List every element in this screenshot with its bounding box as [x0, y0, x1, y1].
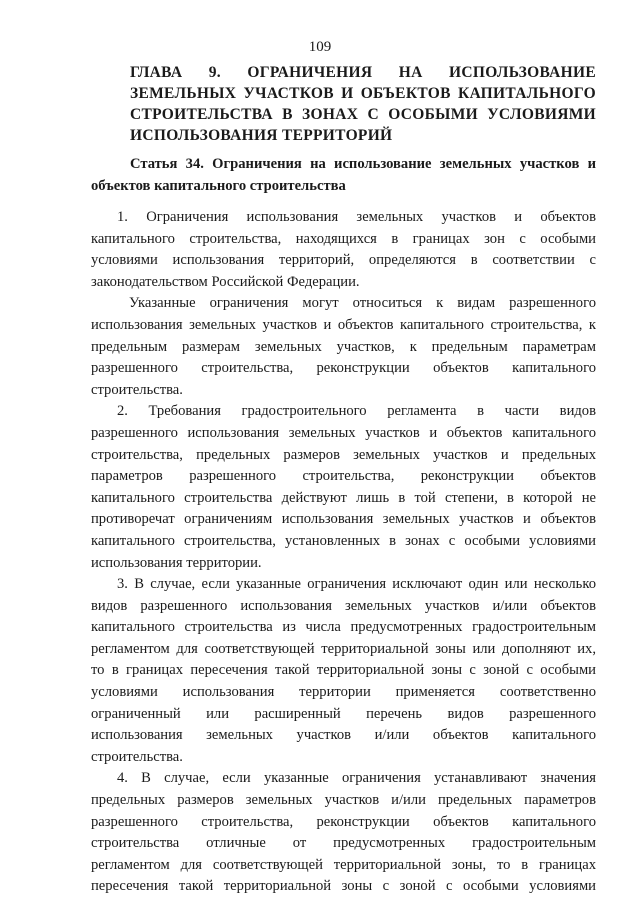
article-heading-line: Статья 34. Ограничения на использование земельных участков и	[130, 156, 596, 172]
paragraph-4-line: строительства отличные от предусмотренных градостроительным	[91, 835, 596, 852]
article-heading-line: объектов капитального строительства	[91, 177, 346, 194]
paragraph-3-line: строительства.	[91, 748, 183, 765]
article-heading	[91, 154, 596, 197]
paragraph-3-line: видов разрешенного использования земельных участков и/или объектов	[91, 597, 596, 614]
paragraph-2-line: капитального строительства действуют лишь в той степени, в которой не	[91, 489, 596, 506]
chapter-heading-line: ЗЕМЕЛЬНЫХ УЧАСТКОВ И ОБЪЕКТОВ КАПИТАЛЬНОГО	[130, 85, 596, 102]
chapter-heading-line: СТРОИТЕЛЬСТВА В ЗОНАХ С ОСОБЫМИ УСЛОВИЯМИ	[130, 106, 596, 123]
article-body	[91, 207, 596, 898]
paragraph-4-line: пересечения такой территориальной зоны с зоной с особыми условиями	[91, 878, 596, 895]
paragraph-2-line: 2. Требования градостроительного регламента в части видов	[117, 403, 596, 420]
paragraph-3-line: регламентом для соответствующей территориальной зоны или дополняют их,	[91, 640, 596, 657]
paragraph-2-line: противоречат ограничениям использования земельных участков и объектов	[91, 511, 596, 528]
paragraph-2-line: строительства, предельных размеров земельных участков и предельных	[91, 446, 596, 463]
paragraph-1-line: условиями использования территорий, определяются в соответствии с	[91, 252, 596, 269]
paragraph-4-line: регламентом для соответствующей территориальной зоны, то в границах	[91, 856, 596, 873]
paragraph-1b-line: использования земельных участков и объектов капитального строительства, к	[91, 316, 596, 333]
paragraph-2-line: параметров разрешенного строительства, реконструкции объектов	[91, 468, 596, 485]
paragraph-3-line: ограниченный или расширенный перечень видов разрешенного	[91, 705, 596, 722]
chapter-heading-line: ГЛАВА 9. ОГРАНИЧЕНИЯ НА ИСПОЛЬЗОВАНИЕ	[130, 64, 596, 81]
paragraph-1b-line: Указанные ограничения могут относиться к видам разрешенного	[129, 295, 596, 312]
paragraph-4-line: 4. В случае, если указанные ограничения устанавливают значения	[117, 770, 596, 787]
paragraph-1-line: капитального строительства, находящихся в границах зон с особыми	[91, 230, 596, 247]
paragraph-3-line: капитального строительства из числа предусмотренных градостроительным	[91, 619, 596, 636]
paragraph-1b-line: разрешенного строительства, реконструкции объектов капитального	[91, 360, 596, 377]
paragraph-4-line: разрешенного строительства, реконструкции объектов капитального	[91, 813, 596, 830]
paragraph-3-line: 3. В случае, если указанные ограничения исключают один или несколько	[117, 576, 596, 593]
chapter-heading	[130, 62, 596, 146]
paragraph-4-line: предельных размеров земельных участков и/или предельных параметров	[91, 792, 596, 809]
chapter-heading-line: ИСПОЛЬЗОВАНИЯ ТЕРРИТОРИЙ	[130, 127, 393, 144]
paragraph-1b-line: предельным размерам земельных участков, к предельным параметрам	[91, 338, 596, 355]
paragraph-3-line: условиями использования территории применяется соответственно	[91, 684, 596, 701]
paragraph-1-line: законодательством Российской Федерации.	[91, 273, 360, 290]
paragraph-3-line: использования земельных участков и/или объектов капитального	[91, 727, 596, 744]
page-number: 109	[308, 39, 332, 55]
paragraph-3-line: то в границах пересечения такой территориальной зоны с зоной с особыми	[91, 662, 596, 679]
paragraph-1b-line: строительства.	[91, 381, 183, 398]
paragraph-2-line: капитального строительства, установленных в зонах с особыми условиями	[91, 532, 596, 549]
paragraph-2-line: использования территории.	[91, 554, 262, 571]
paragraph-1-line: 1. Ограничения использования земельных участков и объектов	[117, 209, 596, 225]
paragraph-2-line: разрешенного использования земельных участков и объектов капитального	[91, 424, 596, 441]
